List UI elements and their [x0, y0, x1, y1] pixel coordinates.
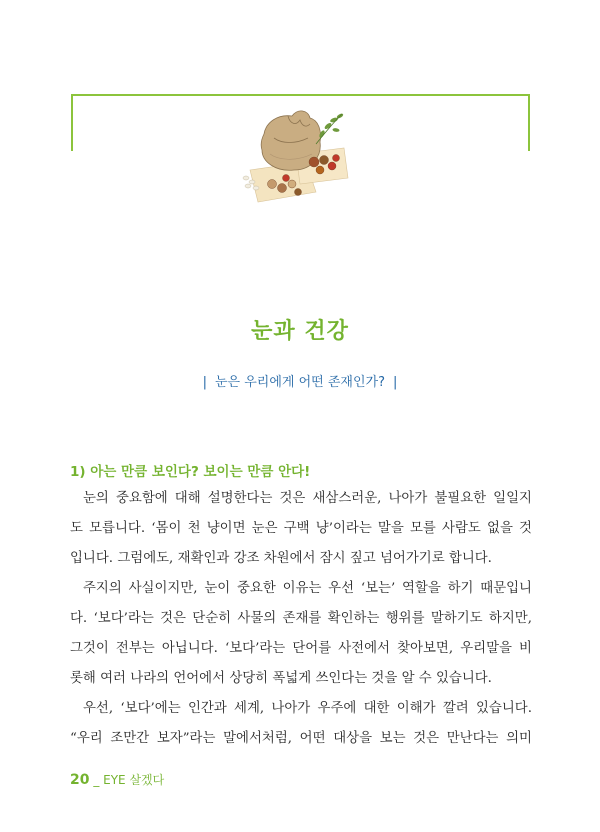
section-heading: 1) 아는 만큼 보인다? 보이는 만큼 안다! — [70, 464, 311, 480]
body-line: 입니다. 그럼에도, 재확인과 강조 차원에서 잠시 짚고 넘어가기로 합니다. — [70, 551, 492, 566]
page-number: 20 — [70, 772, 90, 788]
body-line: 도 모릅니다. ‘몸이 천 냥이면 눈은 구백 냥’이라는 말을 모를 사람도 없을 것 — [70, 521, 532, 536]
page-footer — [70, 771, 164, 788]
chapter-title: 눈과 건강 — [251, 319, 349, 344]
book-title: EYE 살겠다 — [103, 773, 165, 787]
body-line: 다. ‘보다’라는 것은 단순히 사물의 존재를 확인하는 행위를 말하기도 하지만, — [70, 611, 532, 626]
herbal-medicine-illustration — [236, 104, 366, 212]
body-line: 우선, ‘보다’에는 인간과 세계, 나아가 우주에 대한 이해가 깔려 있습니다. — [83, 701, 532, 716]
footer-separator: _ — [93, 773, 100, 787]
body-line: 눈의 중요함에 대해 설명한다는 것은 새삼스러운, 나아가 불필요한 일일지 — [83, 491, 532, 506]
chapter-subtitle-row — [0, 371, 600, 390]
body-line: 주지의 사실이지만, 눈이 중요한 이유는 우선 ‘보는’ 역할을 하기 때문입니 — [83, 581, 532, 596]
body-line: 그것이 전부는 아닙니다. ‘보다’라는 단어를 사전에서 찾아보면, 우리말을 비 — [70, 641, 532, 656]
subtitle-bar-left: | — [202, 375, 207, 390]
body-line: “우리 조만간 보자”라는 말에서처럼, 어떤 대상을 보는 것은 만난다는 의미 — [70, 731, 532, 746]
body-line: 롯해 여러 나라의 언어에서 상당히 폭넓게 쓰인다는 것을 알 수 있습니다. — [70, 671, 492, 686]
subtitle-bar-right: | — [393, 375, 398, 390]
body-text — [70, 484, 532, 754]
chapter-subtitle: 눈은 우리에게 어떤 존재인가? — [215, 375, 385, 390]
